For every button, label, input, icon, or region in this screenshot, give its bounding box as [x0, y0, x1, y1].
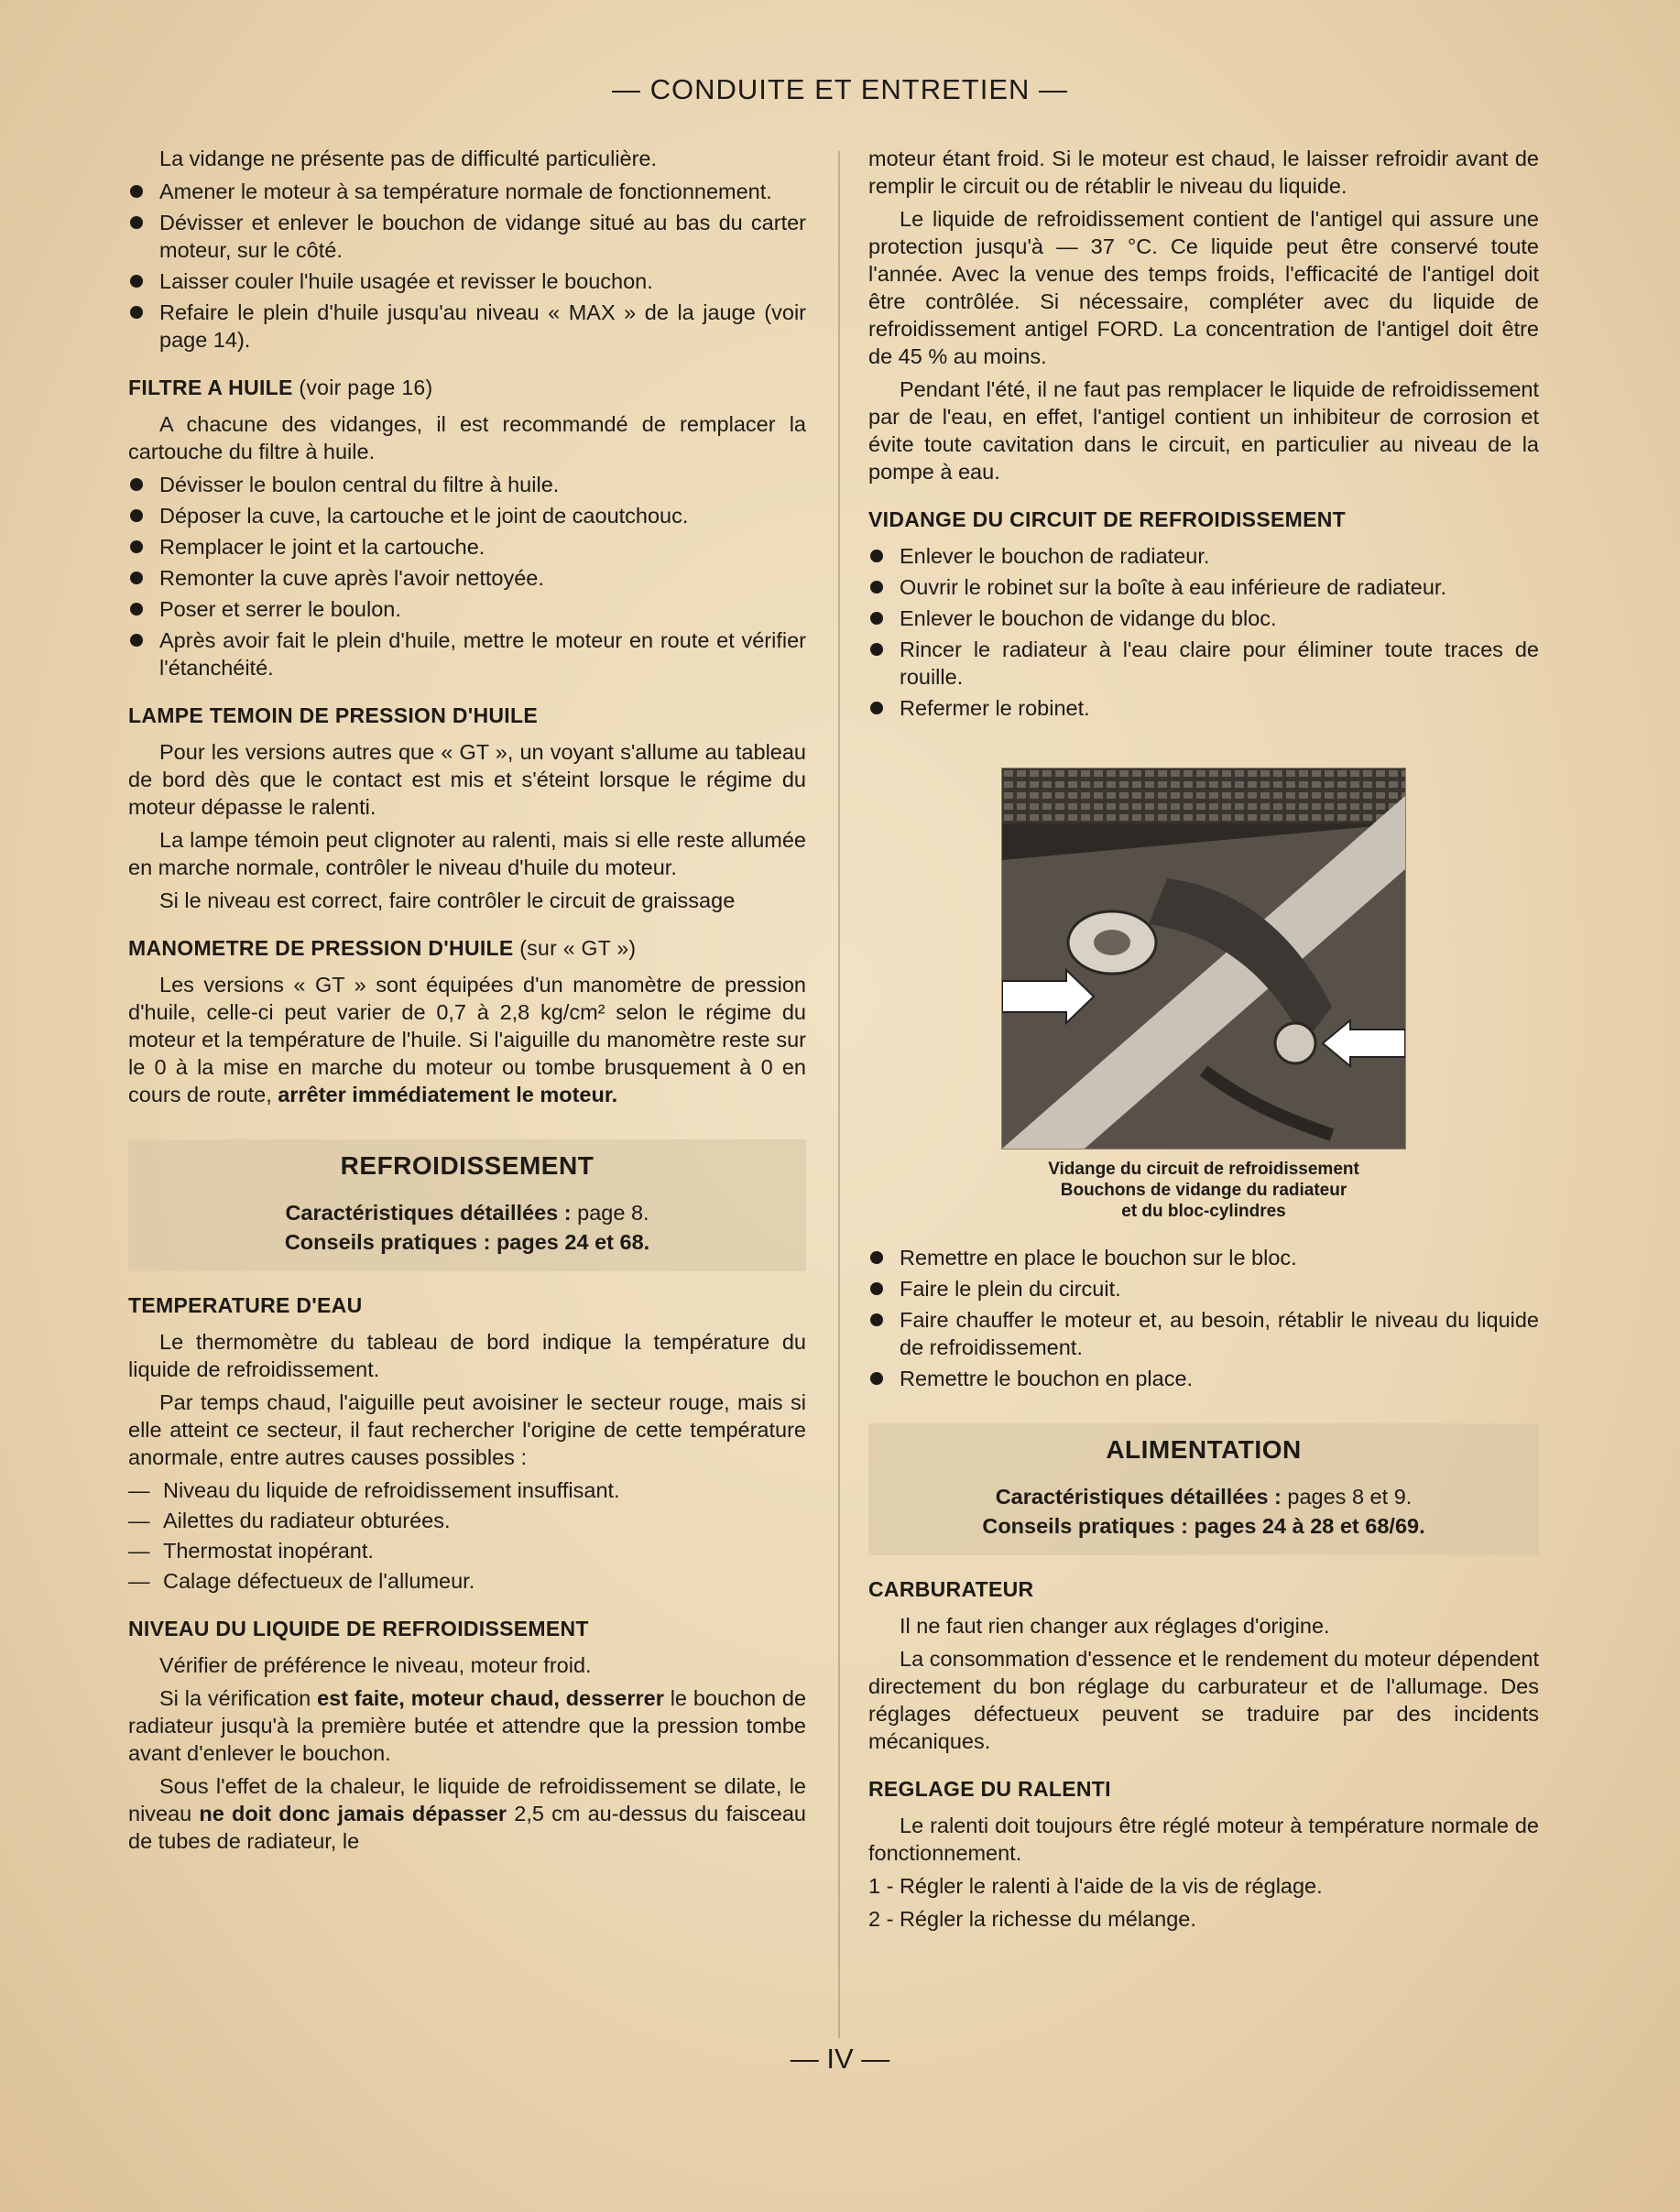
caption-line-2: Bouchons de vidange du radiateur [1060, 1181, 1347, 1200]
conseils-label: Conseils pratiques : [982, 1514, 1188, 1538]
mano-ref: (sur « GT ») [519, 936, 637, 960]
refroidissement-carac [128, 1198, 806, 1227]
list-item: Ouvrir le robinet sur la boîte à eau inférieure de radiateur. [868, 573, 1539, 601]
mano-warning: arrêter immédiatement le moteur. [278, 1083, 618, 1106]
conseils-value: pages 24 et 68. [496, 1230, 650, 1254]
mano-paragraph [128, 971, 806, 1108]
ralenti-step-2: 2 - Régler la richesse du mélange. [868, 1907, 1196, 1931]
page-number: — IV — [790, 2043, 890, 2075]
cont-paragraph-3: Pendant l'été, il ne faut pas remplacer le liquide de refroidissement par de l'eau, en effet, l'antigel contient un inhibiteur de corrosion et évite toute cavitation dans le circuit, en particulier au niveau de la pompe à eau. [868, 377, 1539, 484]
list-item: Dévisser le boulon central du filtre à huile. [128, 471, 806, 498]
niveau-p3-c: 2,5 cm au-dessus du faisceau de tubes de radiateur, le [128, 1802, 807, 1853]
filtre-bullet-list [128, 471, 806, 681]
list-item: Dévisser et enlever le bouchon de vidange situé au bas du carter moteur, sur le côté. [128, 209, 806, 264]
caption-line-1: Vidange du circuit de refroidissement [1048, 1160, 1359, 1179]
list-item: Rincer le radiateur à l'eau claire pour éliminer toute traces de rouille. [868, 636, 1539, 691]
carac-label: Caractéristiques détaillées : [285, 1201, 572, 1225]
right-column [868, 145, 1539, 1938]
mano-text: Les versions « GT » sont équipées d'un manomètre de pression d'huile, celle-ci peut varier de 0,7 à 2,8 kg/cm² selon le régime du moteur et la température de l'huile. Si l'aiguille du manomètre reste sur le 0 à la mise en marche du moteur ou tombe brusquement à 0 en cours de route, [128, 973, 806, 1106]
carac-label: Caractéristiques détaillées : [995, 1485, 1282, 1509]
alimentation-carac [868, 1482, 1539, 1511]
niveau-p3-a: Sous l'effet de la chaleur, le liquide de refroidissement se dilate, le niveau [128, 1774, 806, 1825]
ralenti-heading: REGLAGE DU RALENTI [868, 1777, 1111, 1801]
list-item: — Ailettes du radiateur obturées. [128, 1507, 806, 1534]
lampe-paragraph-3: Si le niveau est correct, faire contrôler le circuit de graissage [159, 888, 736, 912]
niveau-p2-a: Si la vérification [159, 1686, 311, 1710]
temp-causes-list [128, 1476, 806, 1595]
temp-heading: TEMPERATURE D'EAU [128, 1293, 363, 1317]
carbu-paragraph-2: La consommation d'essence et le rendement du moteur dépendent directement du bon réglage du carburateur et de l'allumage. Des réglages défectueux peuvent se traduire par des incidents mécaniques. [868, 1647, 1539, 1753]
list-item: Poser et serrer le boulon. [128, 595, 806, 623]
conseils-value: pages 24 à 28 et 68/69. [1194, 1514, 1425, 1538]
list-item: Amener le moteur à sa température normale de fonctionnement. [128, 178, 806, 205]
page-header: — CONDUITE ET ENTRETIEN — [611, 73, 1069, 105]
list-item: Refermer le robinet. [868, 694, 1539, 722]
conseils-label: Conseils pratiques : [284, 1230, 491, 1254]
filtre-title: FILTRE A HUILE [128, 376, 293, 399]
list-item: Remplacer le joint et la cartouche. [128, 533, 806, 561]
list-item: — Thermostat inopérant. [128, 1537, 806, 1564]
refroidissement-title: REFROIDISSEMENT [340, 1151, 595, 1180]
refroidissement-section-box [128, 1139, 806, 1271]
niveau-paragraph-1: Vérifier de préférence le niveau, moteur froid. [159, 1653, 592, 1677]
niveau-heading: NIVEAU DU LIQUIDE DE REFROIDISSEMENT [128, 1617, 589, 1640]
vidange-bullet-list-2 [868, 1244, 1539, 1392]
ralenti-step-1: 1 - Régler le ralenti à l'aide de la vis de réglage. [868, 1874, 1323, 1898]
carbu-paragraph-1: Il ne faut rien changer aux réglages d'origine. [900, 1614, 1330, 1638]
cont-paragraph-1: moteur étant froid. Si le moteur est chaud, le laisser refroidir avant de remplir le circuit ou de rétablir le niveau du liquide. [868, 147, 1539, 198]
list-item: Faire chauffer le moteur et, au besoin, rétablir le niveau du liquide de refroidissement. [868, 1306, 1539, 1361]
caption-line-3: et du bloc-cylindres [1121, 1202, 1286, 1221]
mano-title: MANOMETRE DE PRESSION D'HUILE [128, 936, 514, 960]
lampe-paragraph-2: La lampe témoin peut clignoter au ralenti, mais si elle reste allumée en marche normale, contrôler le niveau d'huile du moteur. [128, 828, 806, 879]
list-item: Enlever le bouchon de radiateur. [868, 542, 1539, 570]
temp-paragraph-2: Par temps chaud, l'aiguille peut avoisiner le secteur rouge, mais si elle atteint ce secteur, il faut rechercher l'origine de cette température anormale, entre autres causes possibles : [128, 1390, 806, 1469]
refroidissement-conseils [128, 1227, 806, 1257]
list-item: Laisser couler l'huile usagée et revisser le bouchon. [128, 267, 806, 295]
list-item: Enlever le bouchon de vidange du bloc. [868, 605, 1539, 632]
intro-bullet-list [128, 178, 806, 354]
list-item: Refaire le plein d'huile jusqu'au niveau « MAX » de la jauge (voir page 14). [128, 299, 806, 354]
carac-value: pages 8 et 9. [1287, 1485, 1413, 1509]
list-item: Après avoir fait le plein d'huile, mettre le moteur en route et vérifier l'étanchéité. [128, 627, 806, 681]
column-divider [838, 151, 840, 2038]
ralenti-paragraph: Le ralenti doit toujours être réglé moteur à température normale de fonctionnement. [868, 1814, 1539, 1865]
list-item: Faire le plein du circuit. [868, 1275, 1539, 1302]
niveau-paragraph-2 [128, 1684, 806, 1767]
lampe-heading: LAMPE TEMOIN DE PRESSION D'HUILE [128, 703, 538, 727]
niveau-p2-bold: est faite, moteur chaud, desserrer [317, 1686, 664, 1710]
filtre-heading [128, 374, 806, 401]
vidange-bullet-list [868, 542, 1539, 722]
list-item: Remettre en place le bouchon sur le bloc. [868, 1244, 1539, 1271]
radiator-photo-illustration [1002, 768, 1405, 1149]
list-item: Remettre le bouchon en place. [868, 1365, 1539, 1392]
temp-paragraph-1: Le thermomètre du tableau de bord indique la température du liquide de refroidissement. [128, 1330, 806, 1381]
mano-heading [128, 934, 806, 962]
list-item: Remonter la cuve après l'avoir nettoyée. [128, 564, 806, 592]
filtre-paragraph: A chacune des vidanges, il est recommandé de remplacer la cartouche du filtre à huile. [128, 412, 806, 463]
alimentation-conseils [868, 1511, 1539, 1541]
niveau-p2-c: le bouchon de radiateur jusqu'à la première butée et attendre que la pression tombe avant d'enlever le bouchon. [128, 1686, 807, 1765]
alimentation-section-box [868, 1423, 1539, 1555]
carbu-heading: CARBURATEUR [868, 1577, 1034, 1601]
carac-value: page 8. [577, 1201, 649, 1225]
list-item: — Calage défectueux de l'allumeur. [128, 1567, 806, 1595]
alimentation-title: ALIMENTATION [1106, 1435, 1302, 1464]
lampe-paragraph-1: Pour les versions autres que « GT », un voyant s'allume au tableau de bord dès que le contact est mis et s'éteint lorsque le régime du moteur dépasse le ralenti. [128, 740, 806, 819]
list-item: Déposer la cuve, la cartouche et le joint de caoutchouc. [128, 502, 806, 529]
vidange-heading: VIDANGE DU CIRCUIT DE REFROIDISSEMENT [868, 507, 1346, 531]
filtre-ref: (voir page 16) [299, 376, 433, 399]
niveau-paragraph-3 [128, 1772, 806, 1855]
intro-paragraph: La vidange ne présente pas de difficulté particulière. [159, 147, 658, 170]
niveau-p3-bold: ne doit donc jamais dépasser [199, 1802, 507, 1825]
left-column [128, 145, 806, 1860]
cont-paragraph-2: Le liquide de refroidissement contient de l'antigel qui assure une protection jusqu'à — 37 °C. Ce liquide peut être conservé toute l'année. Avec la venue des temps froids, l'efficacité de l'antigel doit être contrôlée. Si nécessaire, compléter avec du liquide de refroidissement antigel FORD. La concentration de l'antigel doit être de 45 % au moins. [868, 207, 1539, 368]
radiator-drain-photo [1001, 768, 1406, 1150]
list-item: — Niveau du liquide de refroidissement insuffisant. [128, 1476, 806, 1504]
photo-caption [868, 1159, 1539, 1222]
